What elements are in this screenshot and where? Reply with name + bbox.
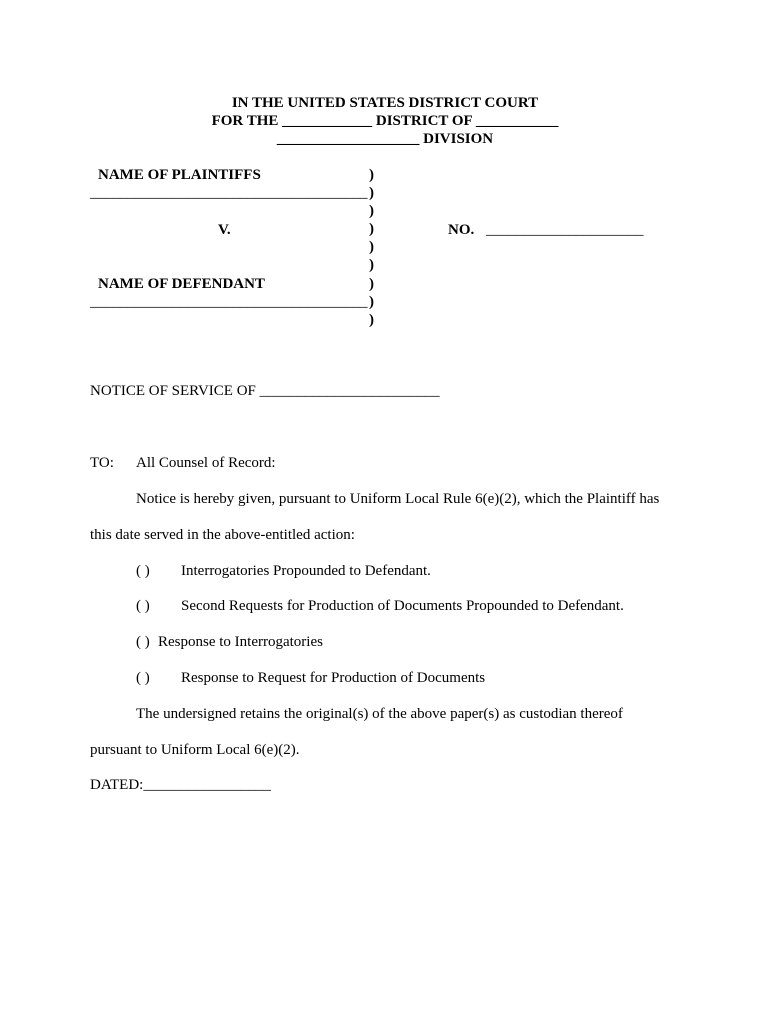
caption-paren: ) (369, 185, 374, 201)
notice-paragraph-line: Notice is hereby given, pursuant to Uniform Local Rule 6(e)(2), which the Plaintiff has (136, 491, 660, 507)
plaintiffs-label: NAME OF PLAINTIFFS (98, 167, 261, 183)
caption-paren: ) (369, 167, 374, 183)
caption-paren: ) (369, 239, 374, 255)
plaintiffs-blank: _____________________________________ (90, 185, 368, 201)
custodian-paragraph-line: pursuant to Uniform Local 6(e)(2). (90, 742, 300, 758)
checklist-item-text: Response to Request for Production of Documents (181, 670, 486, 686)
caption-paren: ) (369, 312, 374, 328)
checkbox-marker: ( ) (136, 634, 150, 650)
to-label: TO: (90, 455, 114, 471)
caption-paren: ) (369, 294, 374, 310)
caption-paren: ) (369, 257, 374, 273)
notice-paragraph-line: this date served in the above-entitled action: (90, 527, 355, 543)
division-line: ___________________ DIVISION (276, 131, 494, 147)
court-title: IN THE UNITED STATES DISTRICT COURT (231, 95, 539, 111)
checkbox-marker: ( ) (136, 598, 150, 614)
dated-line: DATED:_________________ (90, 777, 271, 793)
caption-paren: ) (369, 276, 374, 292)
checklist-item-text: Second Requests for Production of Documents Propounded to Defendant. (181, 598, 624, 614)
notice-title: NOTICE OF SERVICE OF ________________________ (90, 383, 440, 399)
checkbox-marker: ( ) (136, 670, 150, 686)
custodian-paragraph-line: The undersigned retains the original(s) of the above paper(s) as custodian thereof (136, 706, 623, 722)
case-number-label: NO. (448, 222, 475, 238)
case-number-blank: _____________________ (486, 222, 644, 238)
checklist-item-text: Response to Interrogatories (158, 634, 323, 650)
caption-paren: ) (369, 203, 374, 219)
caption-paren: ) (369, 221, 374, 237)
versus-label: V. (218, 222, 231, 238)
checklist-item-text: Interrogatories Propounded to Defendant. (181, 563, 431, 579)
district-line: FOR THE ____________ DISTRICT OF ___________ (211, 113, 559, 129)
to-value: All Counsel of Record: (136, 455, 276, 471)
defendant-label: NAME OF DEFENDANT (98, 276, 265, 292)
checkbox-marker: ( ) (136, 563, 150, 579)
defendant-blank: _____________________________________ (90, 294, 368, 310)
